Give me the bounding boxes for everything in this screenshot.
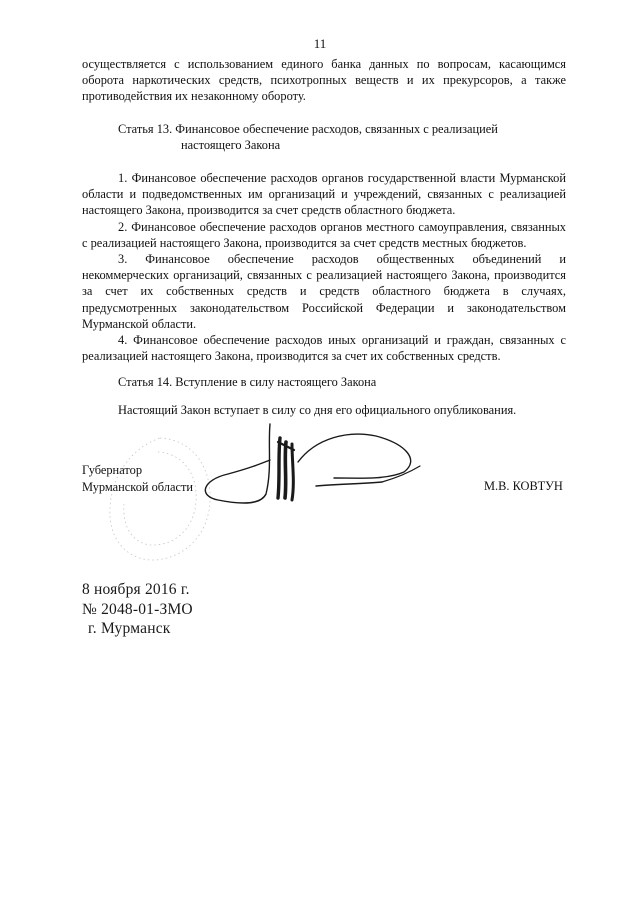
article-14-paragraph-1: Настоящий Закон вступает в силу со дня его официального опубликования. xyxy=(118,403,517,417)
signatory-title xyxy=(82,462,193,495)
article-13-paragraph-1: 1. Финансовое обеспечение расходов органов государственной власти Мурманской области и подведомственных им организаций и учреждений, связанных с реализацией настоящего Закона, производится за счет средств областного бюджета. xyxy=(82,171,566,218)
article-13-paragraph-3: 3. Финансовое обеспечение расходов общественных объединений и некоммерческих организаций, связанных с реализацией настоящего Закона, производится за счет их собственных средств и средств областного бюджета в случаях, предусмотренных законодательством Российской Федерации и законодательством Мурманской области. xyxy=(82,252,566,331)
page-number: 11 xyxy=(313,36,327,51)
article-13-paragraph-4: 4. Финансовое обеспечение расходов иных организаций и граждан, связанных с реализацией настоящего Закона, производится за счет их собственных средств. xyxy=(82,333,566,364)
article-14-heading-line: Статья 14. Вступление в силу настоящего Закона xyxy=(118,375,377,389)
law-number: № 2048-01-ЗМО xyxy=(82,600,193,618)
law-date: 8 ноября 2016 г. xyxy=(82,581,190,598)
law-city: г. Мурманск xyxy=(88,620,171,637)
article-13-heading-line2: настоящего Закона xyxy=(181,138,281,153)
article-13-body xyxy=(82,170,566,364)
signatory-title-line1: Губернатор xyxy=(82,463,143,477)
article-14-heading xyxy=(118,374,548,390)
continuation-text xyxy=(82,56,566,105)
article-13-heading xyxy=(118,121,548,153)
article-13-heading-line1: Статья 13. Финансовое обеспечение расходов, связанных с реализацией xyxy=(118,122,498,136)
article-14-body xyxy=(118,402,566,418)
signatory-name: М.В. КОВТУН xyxy=(484,479,563,493)
signatory-title-line2: Мурманской области xyxy=(82,479,194,494)
handwritten-footer xyxy=(82,580,193,639)
continuation-paragraph: осуществляется с использованием единого банка данных по вопросам, касающимся оборота наркотических средств, психотропных веществ и их прекурсоров, а также противодействия их незаконному обороту. xyxy=(82,57,566,104)
article-13-paragraph-2: 2. Финансовое обеспечение расходов органов местного самоуправления, связанных с реализацией настоящего Закона, производится за счет средств местных бюджетов. xyxy=(82,219,566,250)
